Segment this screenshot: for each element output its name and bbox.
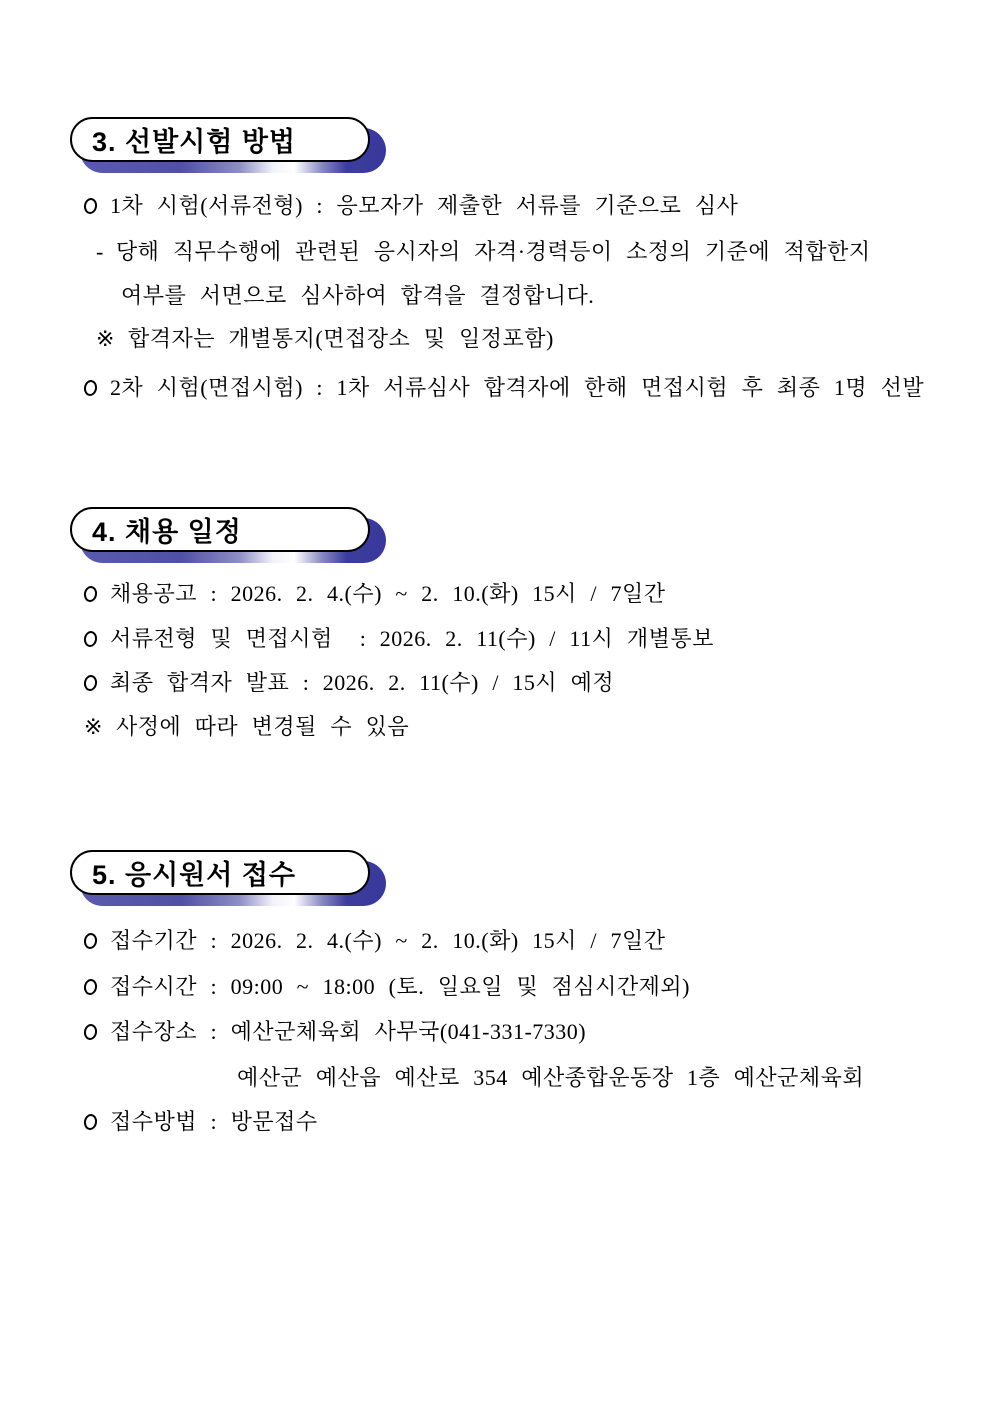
list-item-text: 접수방법 : 방문접수 (110, 1109, 318, 1134)
list-item-text: 최종 합격자 발표 : 2026. 2. 11(수) / 15시 예정 (110, 670, 615, 695)
list-item (84, 972, 690, 1002)
list-item-text: 2차 시험(면접시험) : 1차 서류심사 합격자에 한해 면접시험 후 최종 1명 선발 (110, 375, 925, 400)
list-item (84, 624, 714, 654)
list-item (84, 1107, 318, 1137)
list-item (84, 1017, 586, 1047)
section-3-title: 3. 선발시험 방법 (70, 117, 370, 162)
circle-bullet-icon (83, 585, 98, 603)
list-item (96, 324, 554, 354)
list-item-text: 접수기간 : 2026. 2. 4.(수) ~ 2. 10.(화) 15시 / 7일간 (110, 928, 666, 953)
list-item-text: 서류전형 및 면접시험 : 2026. 2. 11(수) / 11시 개별통보 (110, 626, 714, 651)
circle-bullet-icon (83, 1023, 98, 1041)
list-item-text: 채용공고 : 2026. 2. 4.(수) ~ 2. 10.(화) 15시 / 7일간 (110, 581, 666, 606)
section-5-banner (70, 850, 370, 895)
section-4-banner (70, 507, 370, 552)
list-item-continuation (121, 281, 594, 311)
list-item-text: 접수시간 : 09:00 ~ 18:00 (토. 일요일 및 점심시간제외) (110, 974, 691, 999)
list-item (84, 712, 409, 742)
list-item-continuation (237, 1063, 864, 1093)
reference-mark-icon: ※ (96, 326, 115, 351)
list-item-text: 여부를 서면으로 심사하여 합격을 결정합니다. (121, 283, 595, 308)
circle-bullet-icon (83, 1113, 98, 1131)
circle-bullet-icon (83, 197, 98, 215)
list-item (96, 237, 871, 267)
section-4-title: 4. 채용 일정 (70, 507, 370, 552)
circle-bullet-icon (83, 379, 98, 397)
list-item-text: 사정에 따라 변경될 수 있음 (115, 714, 410, 739)
list-item (84, 191, 738, 221)
circle-bullet-icon (83, 932, 98, 950)
section-5-title: 5. 응시원서 접수 (70, 850, 370, 895)
list-item (84, 668, 614, 698)
reference-mark-icon: ※ (84, 714, 103, 739)
list-item-text: 접수장소 : 예산군체육회 사무국(041-331-7330) (110, 1019, 587, 1044)
circle-bullet-icon (83, 978, 98, 996)
list-item (84, 926, 666, 956)
circle-bullet-icon (83, 630, 98, 648)
list-item (84, 579, 666, 609)
dash-bullet: - (96, 239, 104, 264)
list-item-text: 합격자는 개별통지(면접장소 및 일정포함) (127, 326, 554, 351)
circle-bullet-icon (83, 674, 98, 692)
list-item-text: 1차 시험(서류전형) : 응모자가 제출한 서류를 기준으로 심사 (110, 193, 739, 218)
list-item (84, 373, 924, 403)
section-3-banner (70, 117, 370, 162)
list-item-text: 당해 직무수행에 관련된 응시자의 자격·경력등이 소정의 기준에 적합한지 (115, 239, 871, 264)
list-item-text: 예산군 예산읍 예산로 354 예산종합운동장 1층 예산군체육회 (237, 1065, 865, 1090)
